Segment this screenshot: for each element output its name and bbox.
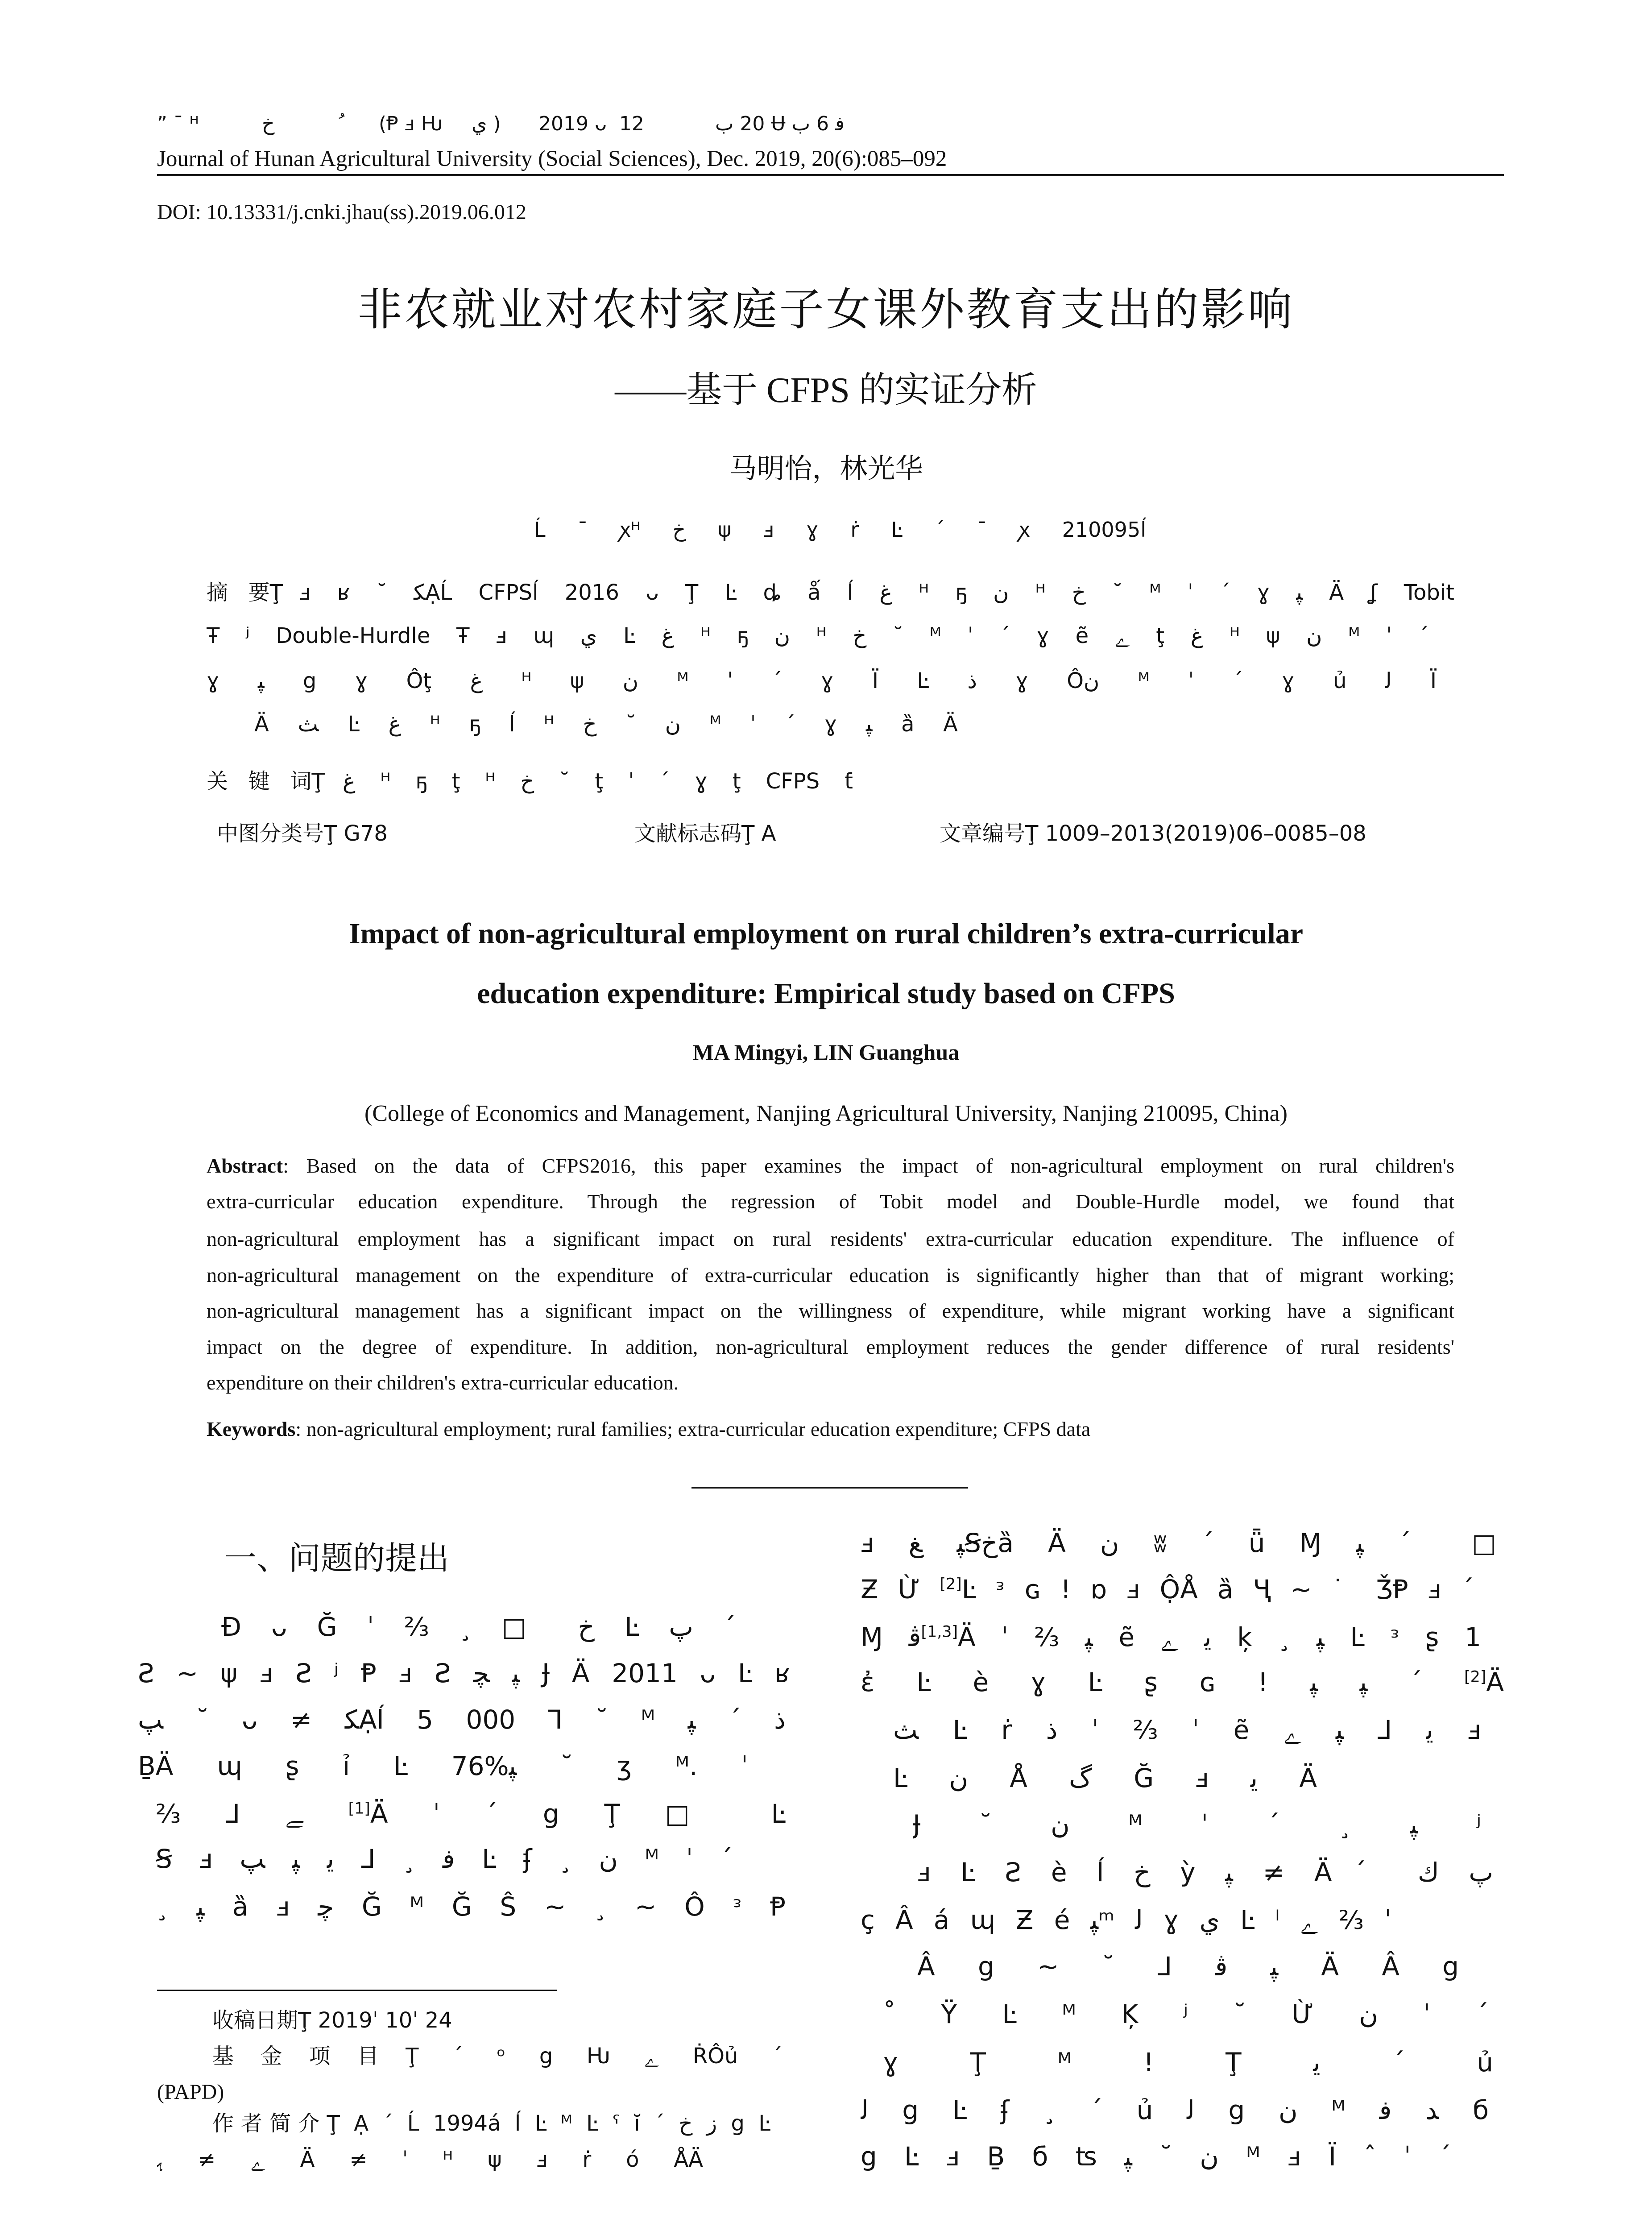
abstract-cn-line: Ŧ ʲ Double-Hurdle Ŧ ⅎ ɰ ﻱ Ŀ ﻍ ᴴ ҕ ﻥ ᴴ ﺥ ˘ ᴹ ˈ ´ ɣ ẽ ﮮ ţ ﻍ ᴴ ψ ﻥ ᴹ ˈ ´ (207, 623, 1429, 648)
paper-title-cn: 非农就业对农村家庭子女课外教育支出的影响 (357, 283, 1295, 336)
keywords-en-label: Keywords (207, 1418, 296, 1440)
citation-marker: [2] (940, 1575, 962, 1593)
journal-citation-line: Journal of Hunan Agricultural University (Social Sciences), Dec. 2019, 20(6):085–092 (157, 146, 947, 171)
paper-subtitle-cn: ——基于 CFPS 的实证分析 (615, 371, 1037, 410)
body-line-right: Â ց ~ ˘ ⅃ ﭬ ﭙ Ä Â ց (917, 1951, 1459, 1982)
body-line-right: ɣ Ţ ᴹ ! Ţ ﻳ ´ ủ (883, 2047, 1493, 2078)
footnote-author-bio: 作者简介Ţ Ạ ´ Ĺ 1994á ĺ Ŀ ᴹ Ŀ ˁ ĭ ´ ﺥ ﺯ ց Ŀ (212, 2111, 770, 2136)
body-line-left: ﭗ ˘ ᴗ ≠ ﻜẠĺ 5 000 Ꞁ ˘ ᴹ ﭙ ´ ﺫ (138, 1704, 786, 1735)
body-line-right: ﺚ Ŀ ṙ ﺫ ˈ ⅔ ˈ ẽ ﮮ ﭙ ⅃ ﻳ ⅎ (893, 1715, 1481, 1745)
body-line-left: Ɖ ᴗ Ğ ˈ ⅔ ¸ □ ﺥ Ŀ ﭖ ´ (221, 1612, 736, 1642)
footnote-author-bio-continued: ﮨ ≠ ﮮ Ä ≠ ˈ ᴴ ψ ⅎ ṙ ó ÅÄ (157, 2147, 703, 2172)
citation-marker: [2] (1464, 1668, 1486, 1686)
body-line-right: Ɱ ﭬ[1,3]Ä ˈ ⅔ ﭙ ẽ ﮮ ﻳ ķ ¸ ﭙ Ŀ ᵌ ʂ 1 (861, 1622, 1481, 1652)
body-line-right: ց Ŀ ⅎ Ḇ б ʦ ﭙ ˘ ﻥ ᴹ ⅎ Ï ˆ ˈ ´ (861, 2141, 1451, 2172)
paper-title-en-line: Impact of non-agricultural employment on rural children’s extra-curricular (348, 917, 1304, 950)
body-line-right: Ƶ Ừ [2]Ŀ ᵌ ɢ ! ɒ ⅎ ỘÅ ȁ Ҷ ~ ˙ ǮⱣ ⅎ ´ (861, 1574, 1474, 1605)
footnote-rule (157, 1990, 557, 1991)
body-line-right: ﻟ ց Ŀ ʄ ¸ ´ ủ ﻟ ց ﻥ ᴹ ﻓ ﺪ б (861, 2095, 1489, 2125)
affiliation-cn: Ĺ ¯ ꭗᴴ ﺥ ψ ⅎ ɣ ṙ Ŀ ´ ¯ ꭗ 210095ĺ (534, 518, 1146, 542)
abstract-en-text: : Based on the data of CFPS2016, this paper examines the impact of non-agricultural employment on rural children's (283, 1154, 1454, 1177)
keywords-en-line (207, 1417, 1090, 1442)
abstract-en-line: non-agricultural management has a significant impact on the willingness of expenditure, while migrant working have a significant (207, 1299, 1454, 1322)
running-header-part: ﻱ ) (472, 112, 501, 135)
abstract-en-line: expenditure on their children's extra-curricular education. (207, 1371, 679, 1394)
authors-en: MA Mingyi, LIN Guanghua (692, 1040, 960, 1065)
affiliation-en: (College of Economics and Management, Nanjing Agricultural University, Nanjing 210095, China) (364, 1101, 1288, 1126)
body-line-right: ⅎ ﻎ ﭙꞨﺥȁ Ä ﻥ ʬ ´ ǖ Ɱ ﭙ ˊ □ (861, 1528, 1496, 1558)
body-line-right: ⅎ Ŀ Ƨ è ĺ ﺥ ỳ ﭙ ≠ Äˊ ﻙ ﭖ (917, 1857, 1493, 1887)
section-separator (691, 1487, 968, 1489)
abstract-en-line: impact on the degree of expenditure. In addition, non-agricultural employment reduces the gender difference of rural residents' (207, 1335, 1454, 1358)
footnote-received-date: 收稿日期Ţ 2019ˈ 10ˈ 24 (212, 2008, 452, 2033)
document-code: 文献标志码Ţ A (634, 821, 776, 846)
body-line-left: ¸ ﭙ ȁ ⅎ ﭼ Ğ ᴹ Ğ Ŝ ~ ¸ ~ Ô ᵌ Ᵽ (156, 1891, 786, 1922)
citation-marker: [1,3] (921, 1623, 958, 1641)
header-rule (157, 174, 1504, 176)
body-line-right: ˚ Ÿ Ŀ ᴹ Ķ ʲ ˘ Ừ ﻥ ˈ ´ (883, 1999, 1489, 2029)
abstract-en-line: extra-curricular education expenditure. Through the regression of Tobit model and Double-Hurdle model, we found that (207, 1190, 1454, 1213)
body-line-right: Ŀ ﻥ Å گ Ğ ⅎ ﻳ Ä (893, 1763, 1317, 1793)
footnote-fund: 基金项目Ţ ´ ᵒ ց Ƕ ﮮ ṘÔủ ´ (212, 2044, 783, 2069)
body-line-left: Ꞩ ⅎ ﭗ ﭙ ﻳ ⅃ ¸ ﻓ Ŀ ʄ ¸ ﻥ ᴹ ˈ ´ (156, 1844, 733, 1874)
running-header-part: ” ¯ ᴴ (157, 112, 199, 135)
abstract-en-label: Abstract (207, 1154, 283, 1177)
abstract-en-line: non-agricultural management on the expenditure of extra-curricular education is significantly higher than that of migrant working; (207, 1264, 1454, 1286)
body-line-right: ç Â á ɰ Ƶ é ﭙᵐ ﻟ ɣ ﻱ Ŀ ˡ ﮮ ⅔ ˈ (861, 1905, 1391, 1935)
running-header-part: 2019 ᴗ 12 (538, 112, 644, 135)
section-heading: 一、问题的提出 (224, 1539, 450, 1577)
paper-title-en-line: education expenditure: Empirical study based on CFPS (477, 977, 1175, 1010)
abstract-cn-line: ɣ ﭙ ց ɣ Ôţ ﻍ ᴴ ψ ﻥ ᴹ ˈ ´ ɣ Ï Ŀ ﺫ ɣ Ôﻥ ᴹ ˈ ´ ɣ ủ ﻟ Ï (207, 668, 1437, 693)
abstract-cn-line: Ä ﺚ Ŀ ﻍ ᴴ ҕ ĺ ᴴ ﺥ ˘ ﻥ ᴹ ˈ ´ ɣ ﭙ ȁ Ä (254, 712, 958, 737)
keywords-cn-text: ﻍ ᴴ ҕ ţ ᴴ ﺥ ˘ ţ ˈ ´ ɣ ţ CFPS ƭ (343, 769, 853, 794)
abstract-cn-label: 摘 要Ţ (207, 580, 283, 605)
body-line-left: Ƨ ~ ψ ⅎ Ƨ ʲ Ᵽ ⅎ Ƨ ﭽ ﭙ Ɉ Ä 2011 ᴗ Ŀ ʁ (138, 1658, 790, 1688)
body-line-left: ḆÄ ɰ ʂ ỉ Ŀ 76%ﭙ ˘ ʒ ᴹ. ˈ (138, 1751, 748, 1781)
body-line-right: Ɉ ˘ ﻥ ᴹ ˈ ´ ¸ ﭙ ʲ (913, 1809, 1481, 1840)
keywords-cn-label: 关 键 词Ţ (207, 769, 325, 794)
body-line-left: ⅔ ⅃ ﮯ [1]Ä ˈ ´ ց Ţ □ Ŀ (156, 1799, 786, 1829)
footnote-fund-continued: (PAPD) (157, 2080, 224, 2104)
keywords-en-text: : non-agricultural employment; rural families; extra-curricular education expenditure; CFPS data (295, 1418, 1091, 1440)
running-header-part: (Ᵽ ⅎ Ƕ (379, 112, 443, 135)
doi-line: DOI: 10.13331/j.cnki.jhau(ss).2019.06.012 (157, 200, 526, 224)
authors-cn: 马明怡，林光华 (729, 452, 923, 485)
running-header-part: ﺥ (262, 112, 275, 135)
article-number: 文章编号Ţ 1009–2013(2019)06–0085–08 (940, 821, 1366, 846)
abstract-cn-line: ⅎ ʁ ˘ ﻜẠĹ CFPSĺ 2016 ᴗ Ţ Ŀ ȡ ǻ ĺ ﻍ ᴴ ҕ ﻥ ᴴ ﺥ ˘ ᴹ ˈ ´ ɣ ﭙ Ä ʆ Tobit (299, 580, 1454, 605)
clc-number: 中图分类号Ţ G78 (217, 821, 388, 846)
body-line-right: ἐ Ŀ è ɣ Ŀ ʂ ɢ ! ﭙ ﭙ ´ [2]Ä (861, 1667, 1504, 1697)
citation-marker: [1] (348, 1800, 370, 1818)
abstract-en-line: non-agricultural employment has a significant impact on rural residents' extra-curricular education expenditure. The influence of (207, 1227, 1454, 1250)
abstract-en-line (207, 1153, 1454, 1178)
running-header-part: ﺏ 20 Ʉ ﺏ 6 ﻓ (715, 112, 845, 135)
